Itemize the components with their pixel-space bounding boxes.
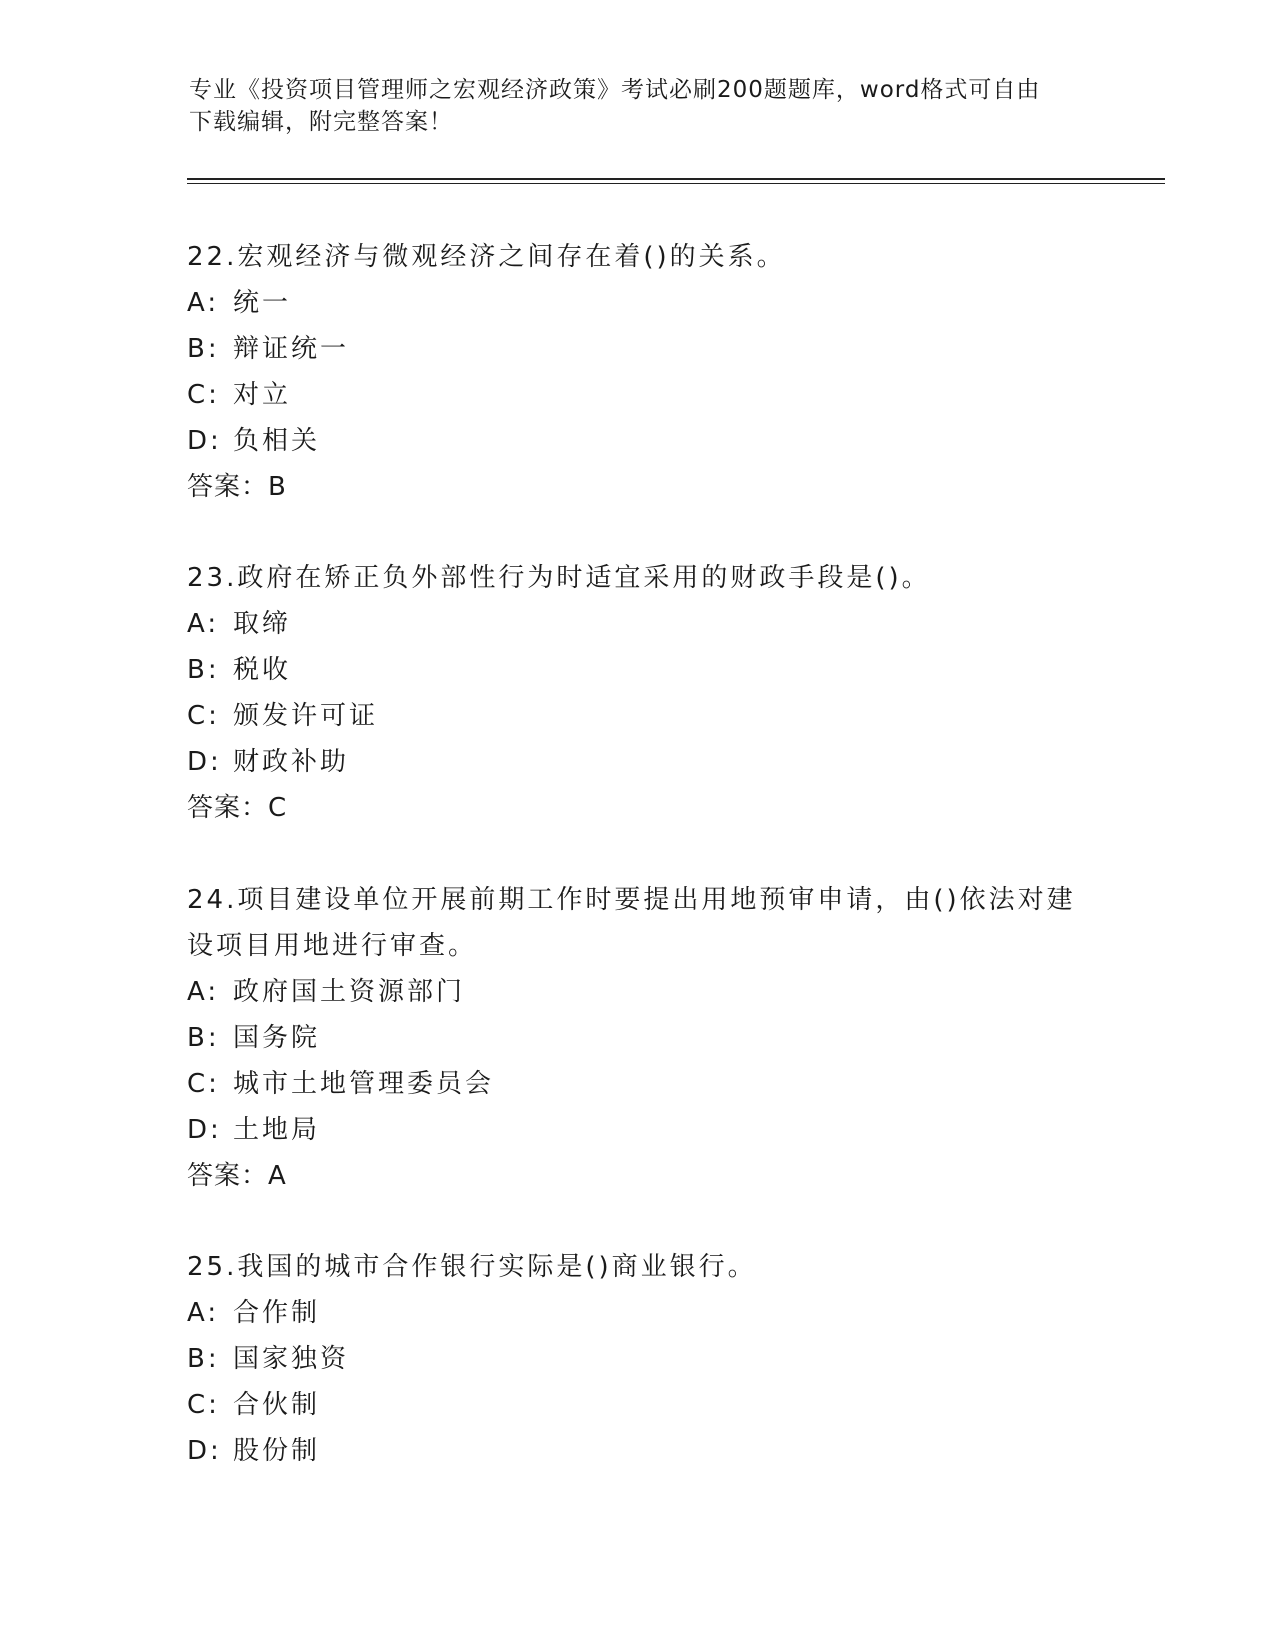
option-text: 政府国土资源部门 — [233, 977, 466, 1007]
option-text: 统一 — [233, 288, 292, 318]
answer-line: 答案：B — [187, 472, 287, 502]
option-text: 税收 — [233, 655, 292, 685]
option-a — [187, 1290, 1107, 1336]
option-c — [187, 372, 1107, 418]
question-text-line-2: 设项目用地进行审查。 — [187, 931, 478, 961]
question-text-line-1: 24.项目建设单位开展前期工作时要提出用地预审申请，由()依法对建 — [187, 885, 1076, 915]
option-key: C: — [187, 380, 220, 410]
option-key: D: — [187, 747, 222, 777]
option-text: 对立 — [233, 380, 292, 410]
option-b — [187, 326, 1107, 372]
option-key: C: — [187, 701, 220, 731]
option-text: 合作制 — [233, 1298, 321, 1328]
question-23 — [187, 555, 1107, 831]
option-text: 合伙制 — [233, 1390, 321, 1420]
option-text: 颁发许可证 — [233, 701, 379, 731]
option-a — [187, 601, 1107, 647]
option-text: 城市土地管理委员会 — [233, 1069, 495, 1099]
question-text: 23.政府在矫正负外部性行为时适宜采用的财政手段是()。 — [187, 563, 931, 593]
option-key: B: — [187, 655, 220, 685]
option-key: A: — [187, 977, 220, 1007]
option-text: 负相关 — [233, 426, 321, 456]
answer-line: 答案：A — [187, 1161, 287, 1191]
option-key: D: — [187, 1436, 222, 1466]
option-key: C: — [187, 1069, 220, 1099]
option-c — [187, 693, 1107, 739]
option-b — [187, 1015, 1107, 1061]
option-text: 辩证统一 — [233, 334, 350, 364]
option-c — [187, 1382, 1107, 1428]
option-key: B: — [187, 1023, 220, 1053]
option-text: 土地局 — [233, 1115, 321, 1145]
option-text: 国务院 — [233, 1023, 321, 1053]
option-key: A: — [187, 1298, 220, 1328]
option-d — [187, 1107, 1107, 1153]
question-text: 22.宏观经济与微观经济之间存在着()的关系。 — [187, 242, 786, 272]
option-d — [187, 418, 1107, 464]
option-text: 国家独资 — [233, 1344, 350, 1374]
header-line-2: 下载编辑，附完整答案！ — [189, 109, 453, 135]
option-key: C: — [187, 1390, 220, 1420]
question-22 — [187, 234, 1107, 510]
option-key: D: — [187, 1115, 222, 1145]
option-key: B: — [187, 334, 220, 364]
question-24 — [187, 877, 1107, 1199]
option-b — [187, 647, 1107, 693]
answer-line: 答案：C — [187, 793, 288, 823]
header-divider-thick — [187, 178, 1165, 180]
option-c — [187, 1061, 1107, 1107]
option-b — [187, 1336, 1107, 1382]
option-key: A: — [187, 609, 220, 639]
question-text: 25.我国的城市合作银行实际是()商业银行。 — [187, 1252, 757, 1282]
option-a — [187, 280, 1107, 326]
option-text: 财政补助 — [233, 747, 350, 777]
option-key: B: — [187, 1344, 220, 1374]
option-key: D: — [187, 426, 222, 456]
option-text: 股份制 — [233, 1436, 321, 1466]
option-d — [187, 739, 1107, 785]
option-key: A: — [187, 288, 220, 318]
header-line-1: 专业《投资项目管理师之宏观经济政策》考试必刷200题题库，word格式可自由 — [189, 77, 1041, 103]
option-d — [187, 1428, 1107, 1474]
document-header — [189, 74, 1089, 138]
option-a — [187, 969, 1107, 1015]
option-text: 取缔 — [233, 609, 292, 639]
header-divider-thin — [187, 183, 1165, 184]
question-25 — [187, 1244, 1107, 1474]
